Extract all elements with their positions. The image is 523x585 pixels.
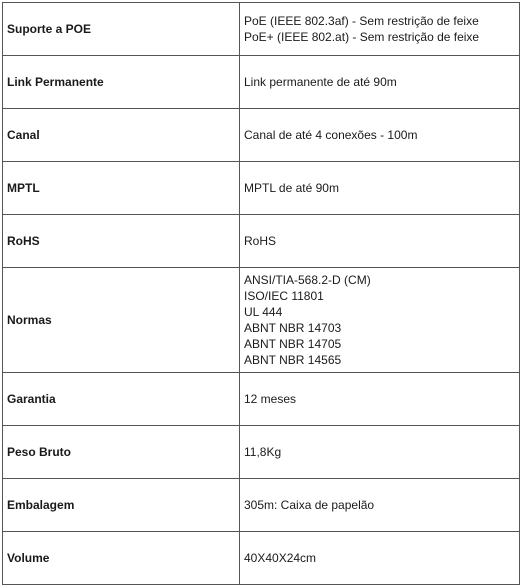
table-row-channel bbox=[3, 109, 520, 162]
row-label: Suporte a POE bbox=[3, 3, 240, 56]
value-line: PoE (IEEE 802.3af) - Sem restrição de feixe bbox=[244, 14, 479, 28]
row-value bbox=[240, 268, 520, 373]
value-line: Canal de até 4 conexões - 100m bbox=[244, 128, 418, 142]
row-label: Volume bbox=[3, 532, 240, 585]
value-line: 12 meses bbox=[244, 392, 297, 406]
value-line: ANSI/TIA-568.2-D (CM) bbox=[244, 273, 371, 287]
value-line: RoHS bbox=[244, 234, 277, 248]
row-label: Garantia bbox=[3, 373, 240, 426]
row-value bbox=[240, 532, 520, 585]
value-line: 305m: Caixa de papelão bbox=[244, 498, 375, 512]
value-line: ABNT NBR 14703 bbox=[244, 321, 342, 335]
row-label: Normas bbox=[3, 268, 240, 373]
row-label: Peso Bruto bbox=[3, 426, 240, 479]
value-line: ISO/IEC 11801 bbox=[244, 289, 324, 303]
value-line: ABNT NBR 14705 bbox=[244, 337, 342, 351]
table-row-warranty bbox=[3, 373, 520, 426]
row-label: Link Permanente bbox=[3, 56, 240, 109]
table-row-permanent-link bbox=[3, 56, 520, 109]
table-row-poe-support bbox=[3, 3, 520, 56]
table-row-volume bbox=[3, 532, 520, 585]
table-row-mptl bbox=[3, 162, 520, 215]
row-value bbox=[240, 109, 520, 162]
table-row-rohs bbox=[3, 215, 520, 268]
row-label: RoHS bbox=[3, 215, 240, 268]
row-label: Canal bbox=[3, 109, 240, 162]
value-line: MPTL de até 90m bbox=[244, 181, 339, 195]
row-value bbox=[240, 215, 520, 268]
table-row-packaging bbox=[3, 479, 520, 532]
spec-table bbox=[2, 2, 520, 585]
row-value bbox=[240, 3, 520, 56]
table-row-gross-weight bbox=[3, 426, 520, 479]
value-line: UL 444 bbox=[244, 305, 283, 319]
row-value bbox=[240, 426, 520, 479]
value-line: ABNT NBR 14565 bbox=[244, 353, 342, 367]
row-label: Embalagem bbox=[3, 479, 240, 532]
row-value bbox=[240, 162, 520, 215]
table-row-standards bbox=[3, 268, 520, 373]
row-value bbox=[240, 479, 520, 532]
row-value bbox=[240, 373, 520, 426]
value-line: Link permanente de até 90m bbox=[244, 75, 397, 89]
value-line: PoE+ (IEEE 802.at) - Sem restrição de feixe bbox=[244, 30, 480, 44]
row-label: MPTL bbox=[3, 162, 240, 215]
value-line: 11,8Kg bbox=[244, 445, 282, 459]
value-line: 40X40X24cm bbox=[244, 551, 317, 565]
row-value bbox=[240, 56, 520, 109]
